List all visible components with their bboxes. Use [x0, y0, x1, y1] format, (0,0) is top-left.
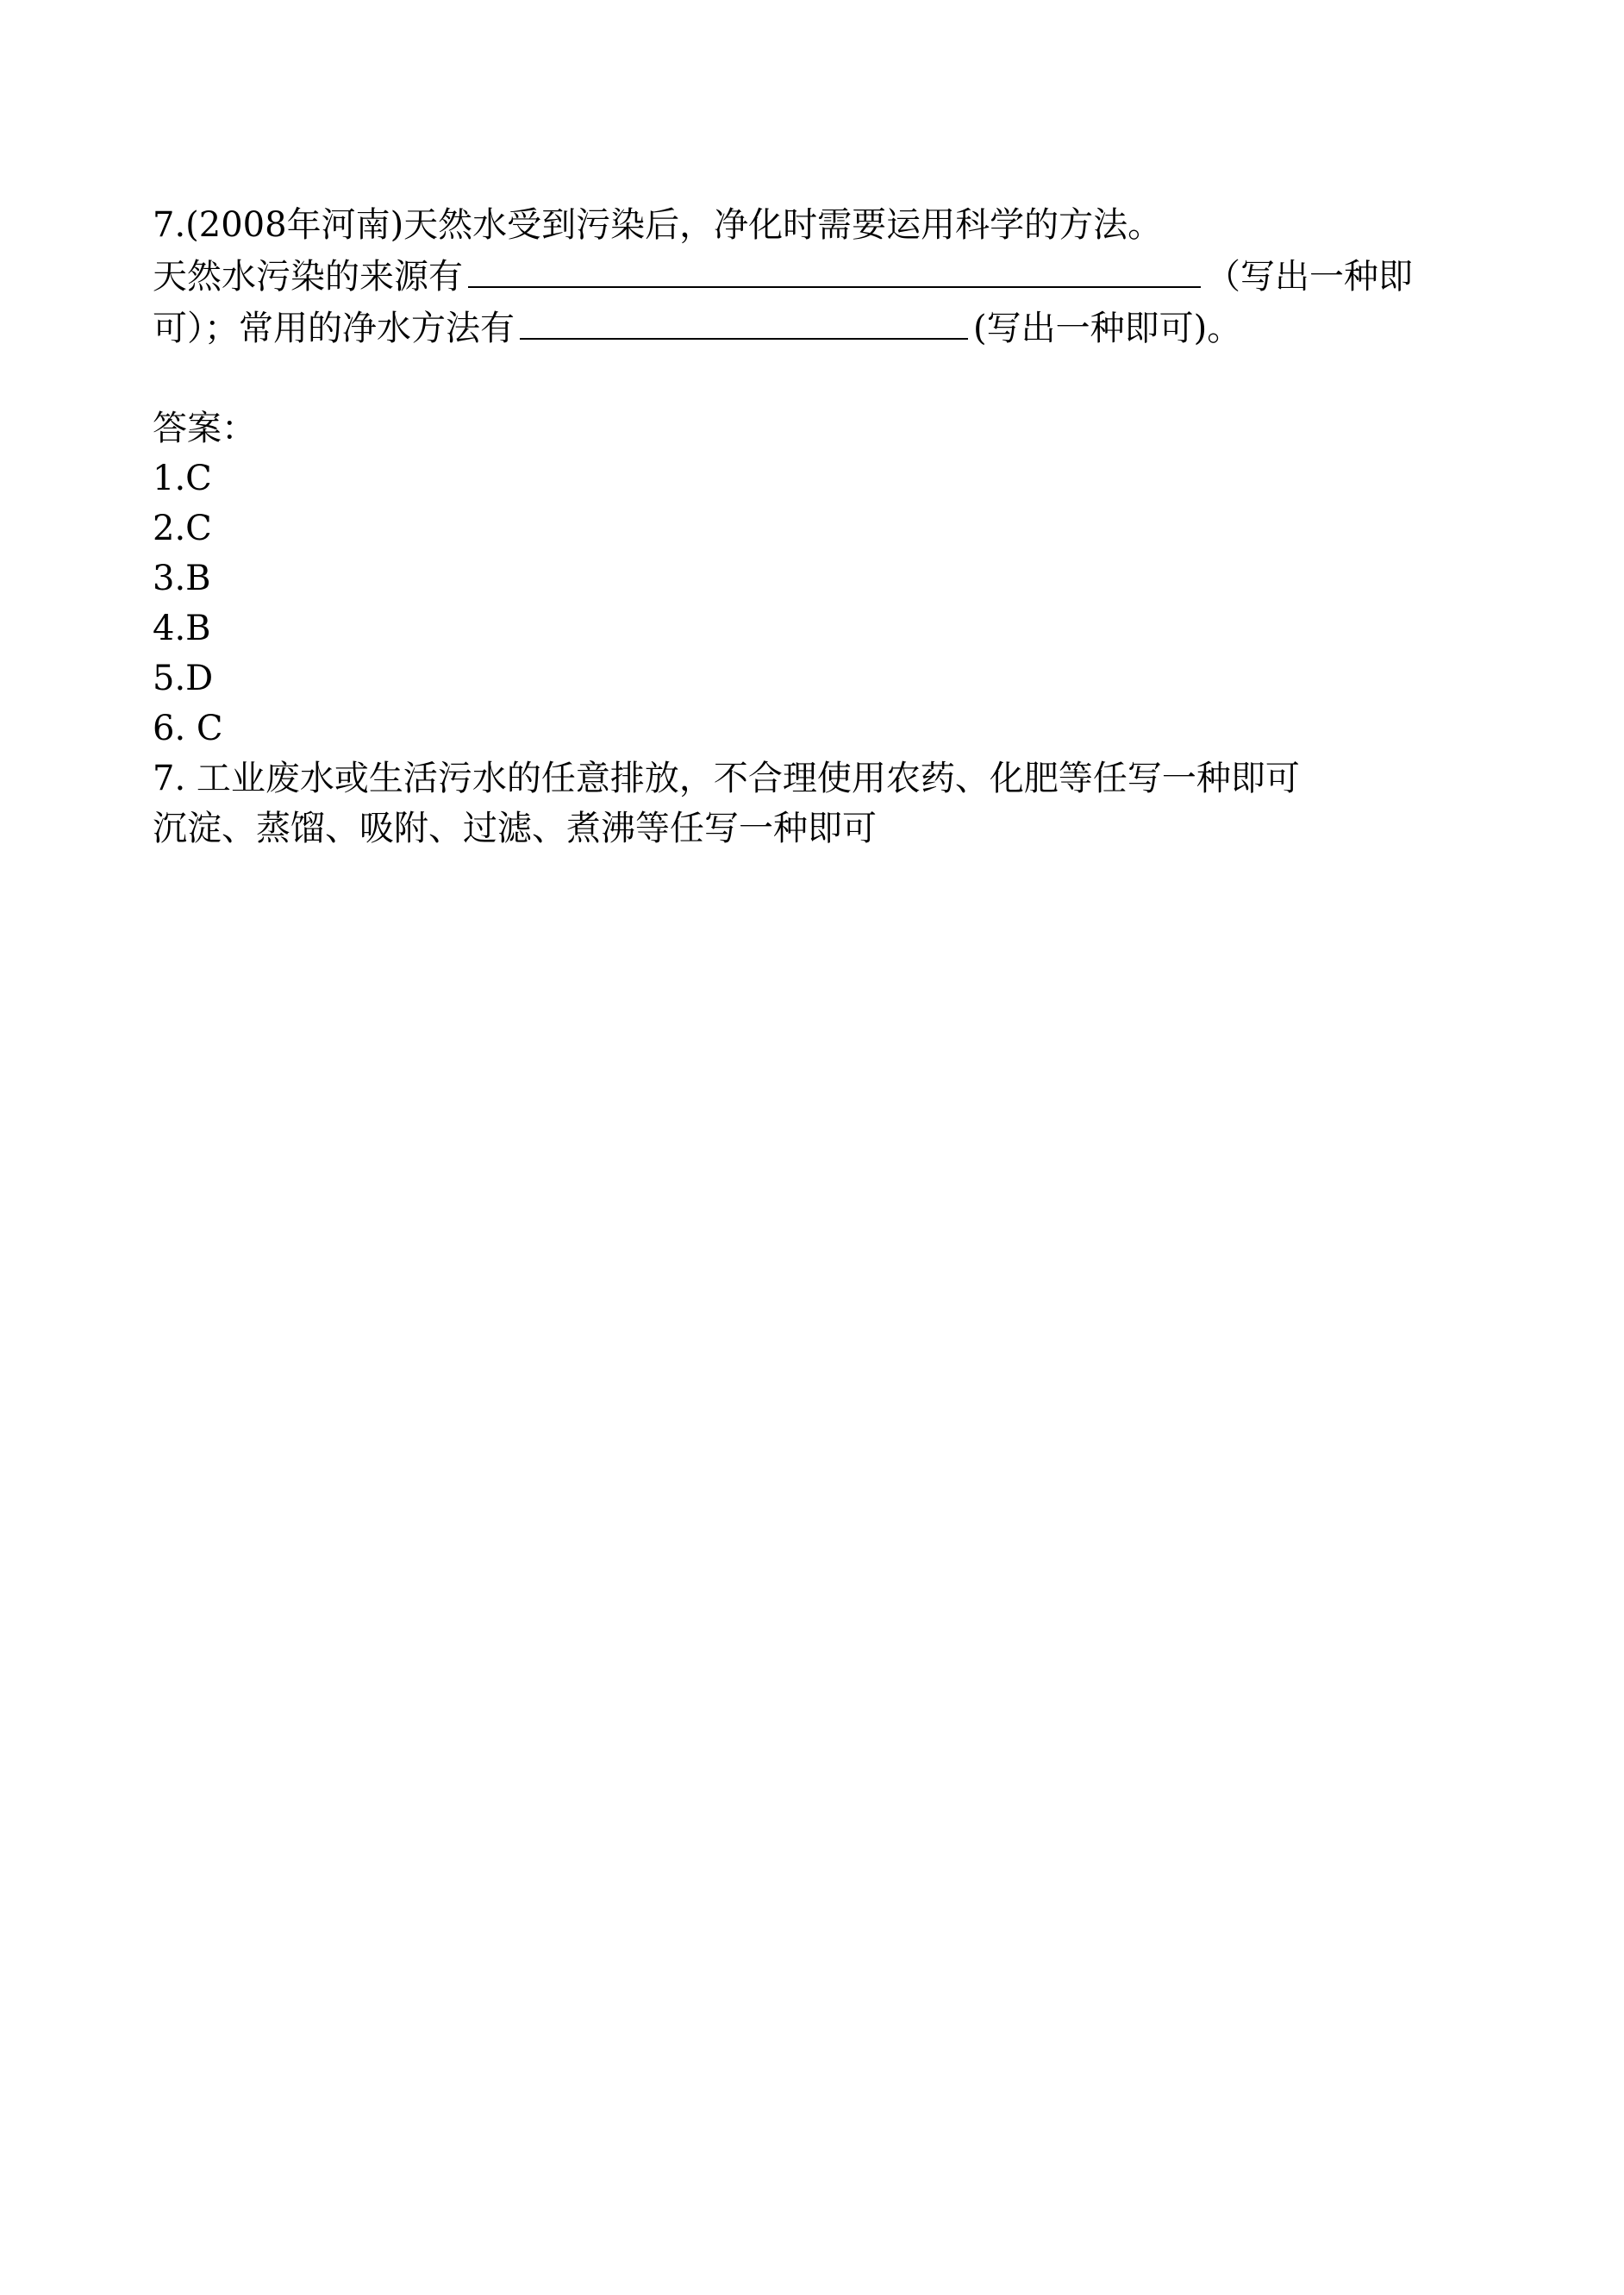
question-7-line-2-suffix: （写出一种即 — [1206, 257, 1413, 297]
answer-blank-1[interactable] — [468, 250, 1201, 288]
answer-item: 1.C — [153, 459, 212, 498]
document-page — [153, 200, 1497, 854]
spacer — [153, 353, 1497, 403]
answer-item: 4.B — [153, 609, 211, 648]
question-7-line-3-suffix: (写出一种即可)。 — [973, 309, 1242, 348]
question-7-line-2-prefix: 天然水污染的来源有 — [153, 257, 463, 297]
question-7-line-2 — [153, 250, 1497, 302]
question-7-line-3 — [153, 302, 1497, 353]
question-7-line-3-prefix: 可）；常用的净水方法有 — [153, 309, 515, 348]
question-7-line-1: 7.(2008年河南)天然水受到污染后，净化时需要运用科学的方法。 — [153, 205, 1163, 245]
answer-item: 5.D — [153, 659, 214, 698]
answers-heading: 答案： — [153, 409, 256, 448]
answer-item: 2.C — [153, 509, 212, 548]
answer-item: 7. 工业废水或生活污水的任意排放，不合理使用农药、化肥等任写一种即可 — [153, 759, 1300, 798]
answer-item: 沉淀、蒸馏、吸附、过滤、煮沸等任写一种即可 — [153, 809, 877, 848]
answer-item: 6. C — [153, 709, 223, 748]
answer-blank-2[interactable] — [520, 302, 968, 340]
answer-item: 3.B — [153, 559, 211, 598]
